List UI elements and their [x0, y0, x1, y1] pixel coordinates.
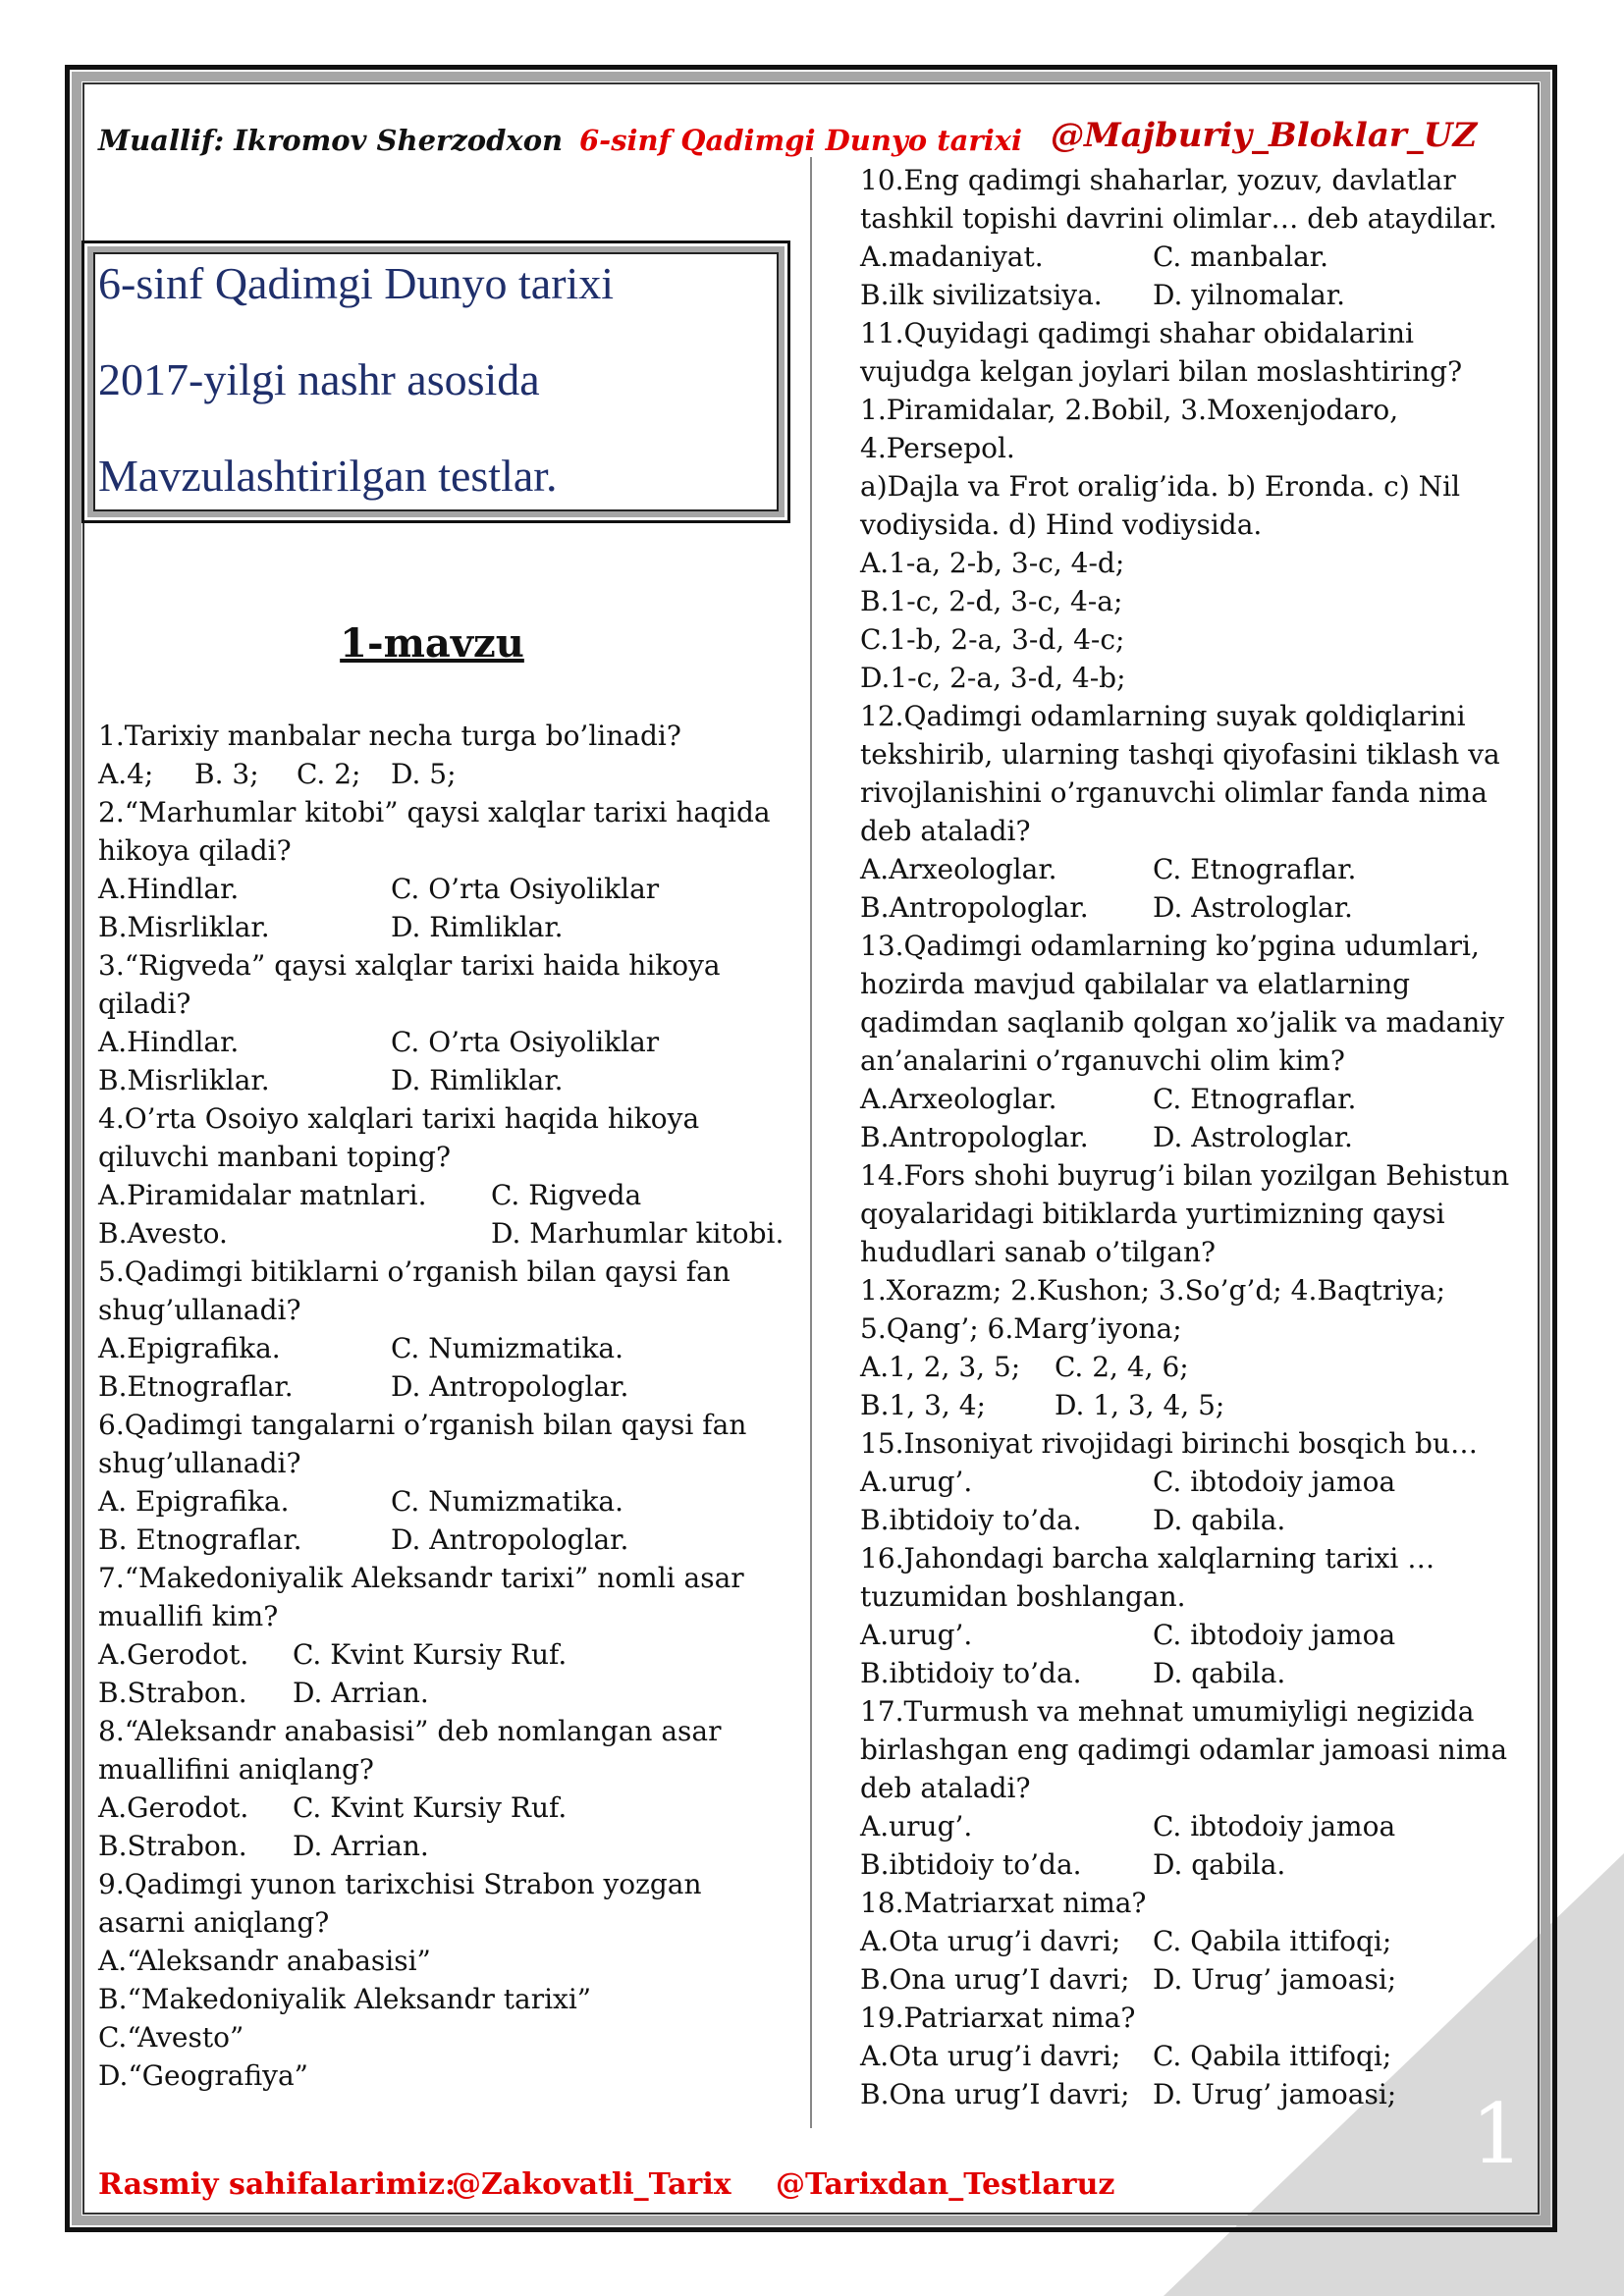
answer-row — [860, 1960, 1528, 1999]
answer-option[interactable]: C. Numizmatika. — [391, 1485, 624, 1518]
answer-option[interactable]: A.Epigrafika. — [98, 1332, 281, 1364]
answer-option[interactable]: C. O’rta Osiyoliklar — [391, 1026, 660, 1058]
answer-option[interactable]: A.Piramidalar matnlari. — [98, 1179, 427, 1211]
answer-option[interactable]: B.Avesto. — [98, 1217, 228, 1250]
title-line-2: 2017-yilgi nashr asosida — [98, 354, 540, 404]
question-text: 3.“Rigveda” qaysi xalqlar tarixi haida hikoya qiladi? — [98, 949, 721, 1020]
answer-option[interactable]: D. Astrologlar. — [1153, 1121, 1353, 1153]
answer-option[interactable]: D. Arrian. — [293, 1677, 429, 1709]
author-label: Muallif: Ikromov Sherzodxon — [98, 124, 564, 157]
answer-option[interactable]: B.Misrliklar. — [98, 911, 270, 943]
answer-option[interactable]: C. 2, 4, 6; — [1055, 1351, 1189, 1383]
channel-handle: @Majburiy_Bloklar_UZ — [1051, 116, 1478, 155]
right-question-column — [860, 161, 1528, 2113]
answer-option[interactable]: A.1-a, 2-b, 3-c, 4-d; — [860, 547, 1125, 579]
answer-option[interactable]: B.Antropologlar. — [860, 891, 1089, 924]
question-text: 2.“Marhumlar kitobi” qaysi xalqlar tarixi haqida hikoya qiladi? — [98, 796, 771, 867]
question-block — [98, 1253, 785, 1406]
answer-row — [860, 1118, 1528, 1156]
answer-option[interactable]: C. Numizmatika. — [391, 1332, 624, 1364]
answer-row — [860, 1501, 1528, 1539]
answer-row — [860, 620, 1528, 659]
answer-option[interactable]: A.urug’. — [860, 1810, 973, 1842]
left-question-column — [98, 717, 785, 2095]
question-text: 19.Patriarxat nima? — [860, 2002, 1136, 2034]
question-text: 18.Matriarxat nima? — [860, 1887, 1147, 1919]
answer-option[interactable]: A.“Aleksandr anabasisi” — [98, 1945, 431, 1977]
answer-option[interactable]: D. Rimliklar. — [391, 911, 564, 943]
answer-option[interactable]: B.1, 3, 4; — [860, 1389, 986, 1421]
answer-option[interactable]: A.Arxeologlar. — [860, 1083, 1057, 1115]
answer-row — [860, 1922, 1528, 1960]
answer-option[interactable]: C. Kvint Kursiy Ruf. — [293, 1638, 568, 1671]
question-block — [98, 1559, 785, 1712]
answer-option[interactable]: B.Ona urug’I davri; — [860, 2078, 1130, 2110]
answer-option[interactable]: D. Marhumlar kitobi. — [491, 1217, 785, 1250]
answer-option[interactable]: A.urug’. — [860, 1619, 973, 1651]
answer-option[interactable]: B.Misrliklar. — [98, 1064, 270, 1096]
answer-option[interactable]: A.Gerodot. — [98, 1638, 249, 1671]
title-line-1: 6-sinf Qadimgi Dunyo tarixi — [98, 258, 615, 308]
answer-option[interactable]: D. Rimliklar. — [391, 1064, 564, 1096]
answer-option[interactable]: C. manbalar. — [1153, 240, 1328, 273]
answer-option[interactable]: B.“Makedoniyalik Aleksandr tarixi” — [98, 1983, 592, 2015]
answer-option[interactable]: A.Hindlar. — [98, 873, 240, 905]
answer-option[interactable]: A.Arxeologlar. — [860, 853, 1057, 885]
answer-option[interactable]: C. O’rta Osiyoliklar — [391, 873, 660, 905]
answer-row — [98, 1674, 785, 1712]
answer-option[interactable]: D.1-c, 2-a, 3-d, 4-b; — [860, 662, 1126, 694]
answer-option[interactable]: C. Qabila ittifoqi; — [1153, 1925, 1392, 1957]
title-line-3: Mavzulashtirilgan testlar. — [98, 451, 558, 501]
answer-option[interactable]: C. Rigveda — [491, 1179, 642, 1211]
answer-row — [860, 276, 1528, 314]
question-text: 13.Qadimgi odamlarning ko’pgina udumlari, hozirda mavjud qabilalar va elatlarning qadimdan saqlanib qolgan xo’jalik va madaniy an’analarini o’rganuvchi olim kim? — [860, 930, 1505, 1077]
question-block — [860, 927, 1528, 1156]
answer-row — [98, 1789, 785, 1827]
question-block — [860, 1884, 1528, 1999]
question-block — [98, 793, 785, 946]
answer-option[interactable]: D. Urug’ jamoasi; — [1153, 2078, 1397, 2110]
column-divider — [810, 157, 812, 2128]
question-text: 12.Qadimgi odamlarning suyak qoldiqlarini tekshirib, ularning tashqi qiyofasini tiklash va rivojlanishini o’rganuvchi olimlar fanda nima deb ataladi? — [860, 700, 1500, 847]
answer-option[interactable]: A.4; — [98, 758, 154, 790]
answer-row — [98, 1329, 785, 1367]
question-detail-line: 1.Piramidalar, 2.Bobil, 3.Moxenjodaro, 4.Persepol. — [860, 394, 1399, 464]
answer-row — [860, 1845, 1528, 1884]
answer-option[interactable]: B.1-c, 2-d, 3-c, 4-a; — [860, 585, 1123, 617]
question-block — [860, 314, 1528, 697]
answer-row — [98, 1061, 785, 1099]
answer-row — [98, 2018, 785, 2056]
question-text: 11.Quyidagi qadimgi shahar obidalarini vujudga kelgan joylari bilan moslashtiring? — [860, 317, 1463, 388]
question-block — [860, 161, 1528, 314]
answer-option[interactable]: C.1-b, 2-a, 3-d, 4-c; — [860, 623, 1125, 656]
answer-option[interactable]: C. ibtodoiy jamoa — [1153, 1619, 1396, 1651]
answer-option[interactable]: B.ilk sivilizatsiya. — [860, 279, 1103, 311]
page-footer — [98, 2167, 1276, 2211]
question-block — [98, 946, 785, 1099]
question-text: 4.O’rta Osoiyo xalqlari tarixi haqida hikoya qiluvchi manbani toping? — [98, 1102, 700, 1173]
answer-option[interactable]: B.Antropologlar. — [860, 1121, 1089, 1153]
question-block — [860, 1999, 1528, 2113]
footer-link-testlar[interactable]: @Tarixdan_Testlaruz — [776, 2167, 1115, 2202]
answer-row — [860, 2037, 1528, 2075]
page-header — [98, 116, 1512, 165]
answer-row — [860, 238, 1528, 276]
answer-option[interactable]: A.Ota urug’i davri; — [860, 2040, 1121, 2072]
answer-row — [860, 544, 1528, 582]
answer-row — [98, 1214, 785, 1253]
answer-option[interactable]: C. Qabila ittifoqi; — [1153, 2040, 1392, 2072]
answer-row — [860, 2075, 1528, 2113]
question-detail-line: a)Dajla va Frot oralig’ida. b) Eronda. c) Nil vodiysida. d) Hind vodiysida. — [860, 470, 1461, 541]
answer-row — [98, 1367, 785, 1406]
question-text: 15.Insoniyat rivojidagi birinchi bosqich bu… — [860, 1427, 1478, 1460]
answer-option[interactable]: A.urug’. — [860, 1466, 973, 1498]
answer-option[interactable]: B.Ona urug’I davri; — [860, 1963, 1130, 1996]
question-text: 1.Tarixiy manbalar necha turga bo’linadi? — [98, 720, 681, 752]
question-block — [98, 1099, 785, 1253]
answer-option[interactable]: A.Gerodot. — [98, 1791, 249, 1824]
answer-option[interactable]: D. Antropologlar. — [391, 1370, 629, 1403]
answer-row — [98, 755, 785, 793]
answer-option[interactable]: C. ibtodoiy jamoa — [1153, 1466, 1396, 1498]
question-block — [98, 1406, 785, 1559]
answer-row — [860, 1348, 1528, 1386]
answer-row — [98, 1942, 785, 1980]
answer-row — [860, 850, 1528, 888]
answer-row — [98, 1827, 785, 1865]
footer-link-zakovatli[interactable]: @Zakovatli_Tarix — [452, 2167, 731, 2202]
answer-option[interactable]: D. qabila. — [1153, 1848, 1286, 1881]
answer-row — [860, 1080, 1528, 1118]
answer-option[interactable]: C. ibtodoiy jamoa — [1153, 1810, 1396, 1842]
question-block — [98, 1712, 785, 1865]
answer-option[interactable]: C. 2; — [297, 758, 361, 790]
answer-row — [860, 1616, 1528, 1654]
answer-row — [860, 659, 1528, 697]
question-text: 7.“Makedoniyalik Aleksandr tarixi” nomli asar muallifi kim? — [98, 1562, 744, 1632]
answer-option[interactable]: D. qabila. — [1153, 1504, 1286, 1536]
question-text: 9.Qadimgi yunon tarixchisi Strabon yozgan asarni aniqlang? — [98, 1868, 702, 1939]
question-text: 6.Qadimgi tangalarni o’rganish bilan qaysi fan shug’ullanadi? — [98, 1409, 747, 1479]
answer-row — [98, 1482, 785, 1521]
answer-row — [860, 1463, 1528, 1501]
answer-option[interactable]: C. Etnograflar. — [1153, 1083, 1357, 1115]
answer-option[interactable]: B.Strabon. — [98, 1677, 247, 1709]
question-block — [98, 1865, 785, 2095]
answer-option[interactable]: D. Antropologlar. — [391, 1523, 629, 1556]
answer-row — [98, 1176, 785, 1214]
question-block — [860, 1692, 1528, 1884]
answer-row — [98, 870, 785, 908]
question-detail-line: 5.Qang’; 6.Marg’iyona; — [860, 1312, 1182, 1345]
answer-row — [98, 1635, 785, 1674]
answer-option[interactable]: B.Strabon. — [98, 1830, 247, 1862]
answer-option[interactable]: D. Astrologlar. — [1153, 891, 1353, 924]
answer-option[interactable]: B.ibtidoiy to’da. — [860, 1504, 1082, 1536]
question-text: 8.“Aleksandr anabasisi” deb nomlangan asar muallifini aniqlang? — [98, 1715, 722, 1786]
subject-label: 6-sinf Qadimgi Dunyo tarixi — [579, 124, 1023, 157]
question-block — [860, 697, 1528, 927]
answer-row — [860, 888, 1528, 927]
answer-row — [98, 2056, 785, 2095]
answer-option[interactable]: C.“Avesto” — [98, 2021, 244, 2054]
footer-label: Rasmiy sahifalarimiz: — [98, 2167, 457, 2202]
question-text: 10.Eng qadimgi shaharlar, yozuv, davlatlar tashkil topishi davrini olimlar… deb ataydilar. — [860, 164, 1497, 235]
answer-option[interactable]: B.ibtidoiy to’da. — [860, 1848, 1082, 1881]
answer-option[interactable]: B. Etnograflar. — [98, 1523, 302, 1556]
question-block — [860, 1424, 1528, 1539]
page-number: 1 — [1471, 2086, 1524, 2182]
answer-option[interactable]: D.“Geografiya” — [98, 2059, 308, 2092]
question-detail-line: 1.Xorazm; 2.Kushon; 3.So’g’d; 4.Baqtriya; — [860, 1274, 1446, 1307]
question-block — [860, 1539, 1528, 1692]
question-text: 17.Turmush va mehnat umumiyligi negizida birlashgan eng qadimgi odamlar jamoasi nima deb ataladi? — [860, 1695, 1508, 1804]
answer-option[interactable]: D. 5; — [391, 758, 457, 790]
answer-row — [98, 1980, 785, 2018]
answer-option[interactable]: C. Etnograflar. — [1153, 853, 1357, 885]
answer-option[interactable]: A.madaniyat. — [860, 240, 1044, 273]
answer-row — [98, 908, 785, 946]
question-block — [860, 1156, 1528, 1424]
answer-option[interactable]: A.1, 2, 3, 5; — [860, 1351, 1021, 1383]
answer-option[interactable]: B.Etnograflar. — [98, 1370, 294, 1403]
answer-option[interactable]: A. Epigrafika. — [98, 1485, 290, 1518]
answer-row — [860, 1386, 1528, 1424]
answer-option[interactable]: B.ibtidoiy to’da. — [860, 1657, 1082, 1689]
question-block — [98, 717, 785, 793]
answer-option[interactable]: A.Ota urug’i davri; — [860, 1925, 1121, 1957]
answer-row — [860, 1807, 1528, 1845]
topic-title: 1-mavzu — [340, 620, 524, 667]
question-text: 16.Jahondagi barcha xalqlarning tarixi … tuzumidan boshlangan. — [860, 1542, 1435, 1613]
answer-row — [98, 1521, 785, 1559]
answer-option[interactable]: D. Arrian. — [293, 1830, 429, 1862]
answer-option[interactable]: B. 3; — [194, 758, 259, 790]
question-text: 5.Qadimgi bitiklarni o’rganish bilan qaysi fan shug’ullanadi? — [98, 1255, 731, 1326]
answer-option[interactable]: D. qabila. — [1153, 1657, 1286, 1689]
answer-row — [860, 1654, 1528, 1692]
answer-row — [98, 1023, 785, 1061]
answer-row — [860, 582, 1528, 620]
answer-option[interactable]: D. yilnomalar. — [1153, 279, 1345, 311]
question-text: 14.Fors shohi buyrug’i bilan yozilgan Behistun qoyalaridagi bitiklarda yurtimizning qaysi hududlari sanab o’tilgan? — [860, 1159, 1510, 1268]
answer-option[interactable]: A.Hindlar. — [98, 1026, 240, 1058]
answer-option[interactable]: D. 1, 3, 4, 5; — [1055, 1389, 1225, 1421]
answer-option[interactable]: D. Urug’ jamoasi; — [1153, 1963, 1397, 1996]
answer-option[interactable]: C. Kvint Kursiy Ruf. — [293, 1791, 568, 1824]
